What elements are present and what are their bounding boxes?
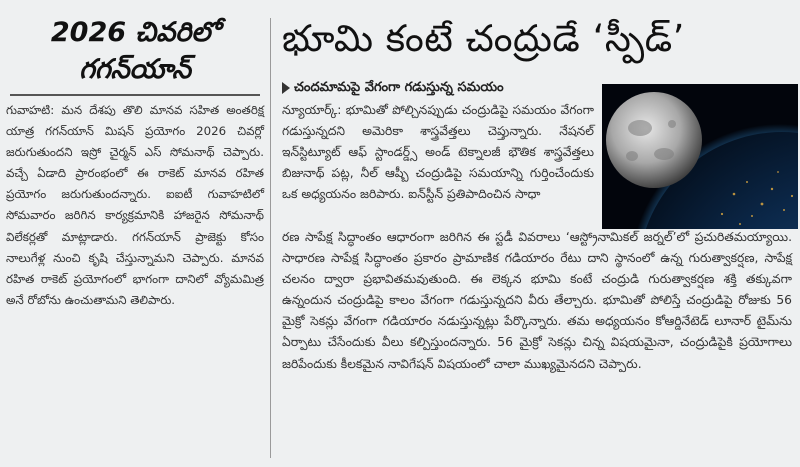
right-article-body-top: న్యూయార్క్: భూమితో పోల్చినప్పుడు చంద్రుడిపై సమయం వేగంగా గడుస్తున్నదని అమెరికా శాస్త్రవేత్తలు చెప్తున్నారు. నేషనల్ ఇన్‌స్టిట్యూట్ ఆఫ్ స్టాండర్డ్స్ అండ్ టెక్నాలజీ భౌతిక శాస్త్రవేత్తలు బిజునాథ్ పట్ల, నీల్ ఆష్బీ చంద్రుడిపై సమయాన్ని గుర్తించేందుకు ఒక అధ్యయనం జరిపారు. ఐన్‌స్టీన్ ప్రతిపాదించిన సాధా bbox=[282, 103, 594, 202]
left-headline-rule bbox=[10, 94, 260, 96]
column-divider bbox=[270, 18, 271, 458]
left-article-body: గువాహటి: మన దేశపు తొలి మానవ సహిత అంతరిక్ష యాత్ర గగన్‌యాన్ మిషన్ ప్రయోగం 2026 చివర్లో జరుగుతుందని ఇస్రో చైర్మన్ ఎస్ సోమనాథ్ చెప్పారు. వచ్చే ఏడాది ప్రారంభంలో ఈ రాకెట్ మానవ రహిత ప్రయోగం జరుగుతుందన్నారు. ఐఐటీ గువాహటిలో సోమవారం జరిగిన కార్యక్రమానికి హాజరైన సోమనాథ్ విలేకర్లతో మాట్లాడారు. గగన్‌యాన్ ప్రాజెక్టు కోసం నాలుగేళ్ల నుంచి కృషి చేస్తున్నామని చెప్పారు. మానవ రహిత రాకెట్ ప్రయోగంలో భాగంగా దానిలో వ్యోమమిత్ర అనే రోబోను ఉంచుతామని తెలిపారు. bbox=[6, 103, 264, 307]
moon-earth-photo bbox=[602, 84, 798, 229]
left-headline-line2: గగన్‌యాన్ bbox=[79, 54, 191, 85]
left-article bbox=[0, 0, 270, 467]
right-article-subhead bbox=[282, 80, 602, 98]
subhead-text: చందమామపై వేగంగా గడుస్తున్న సమయం bbox=[294, 80, 504, 95]
subhead-arrow-icon bbox=[282, 82, 290, 94]
left-article-headline bbox=[0, 14, 270, 88]
left-headline-line1: 2026 చివరిలో bbox=[50, 17, 220, 48]
right-article-body-bottom: రణ సాపేక్ష సిద్ధాంతం ఆధారంగా జరిగిన ఈ స్టడీ వివరాలు ‘ఆస్ట్రోనామికల్ జర్నల్’లో ప్రచురితమయ్యాయి. సాధారణ సాపేక్ష సిద్ధాంతం ప్రకారం ప్రామాణిక గడియారం రేటు దాని స్థానంలో ఉన్న గురుత్వాకర్షణ, సాపేక్ష చలనం ద్వారా ప్రభావితమవుతుంది. ఈ లెక్కన భూమి కంటే చంద్రుడి గురుత్వాకర్షణ శక్తి తక్కువగా ఉన్నందున చంద్రుడిపై కాలం వేగంగా గడుస్తున్నదని వీరు తేల్చారు. భూమితో పోలిస్తే చంద్రుడిపై రోజుకు 56 మైక్రో సెకన్లు వేగంగా గడియారం నడుస్తున్నట్లు పేర్కొన్నారు. తమ అధ్యయనం కోఆర్డినేటెడ్ లూనార్ టైమ్‌ను ఏర్పాటు చేసేందుకు వీలు కల్పిస్తుందన్నారు. 56 మైక్రో సెకన్లు చిన్న విషయమైనా, చంద్రుడిపైకి ప్రయోగాలు జరిపేందుకు కీలకమైన నావిగేషన్ విషయంలో చాలా ముఖ్యమైనదని చెప్పారు. bbox=[282, 230, 792, 371]
right-article-headline: భూమి కంటే చంద్రుడే ‘స్పీడ్’ bbox=[282, 17, 685, 60]
moon-earth-illustration bbox=[602, 84, 798, 229]
